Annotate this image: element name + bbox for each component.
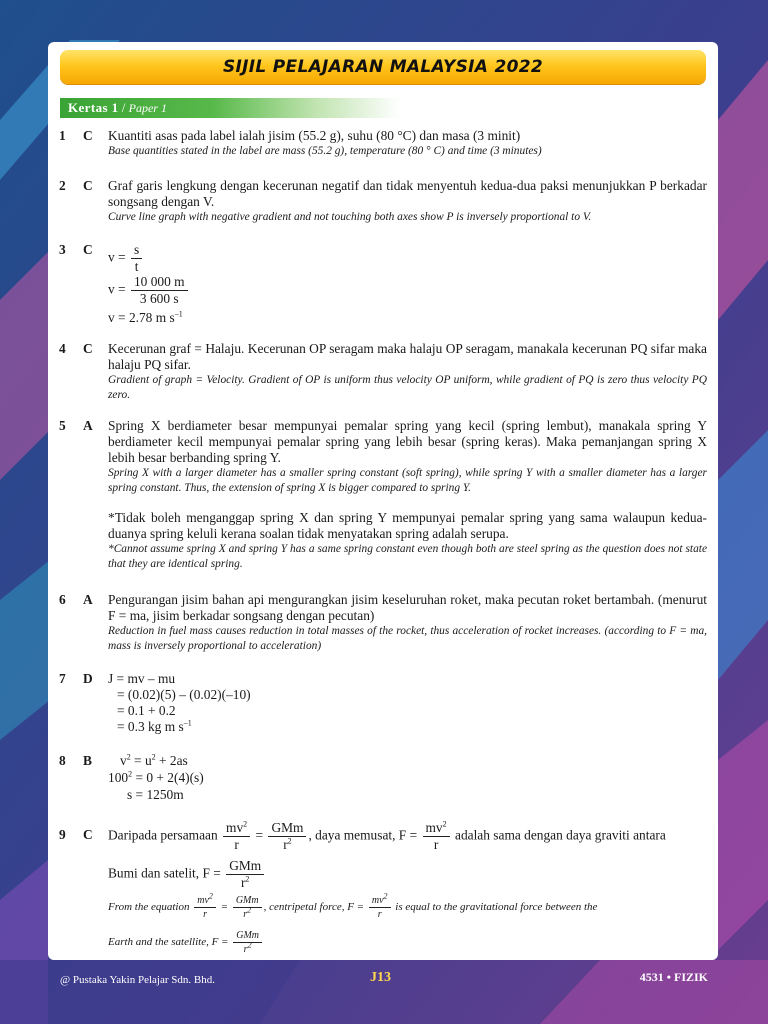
page-footer	[0, 964, 768, 994]
fraction: $\frac{10 000 m}{3 600 s}$	[131, 274, 188, 307]
answer-letter: A	[83, 418, 93, 433]
equation-line: = 0.3 kg m $s^{-1}$	[117, 718, 192, 734]
explanation-ms: Kecerunan graf = Halaju. Kecerunan OP seragam maka halaju OP seragam, manakala kecerunan PQ sifar maka halaju PQ sifar.	[108, 341, 707, 372]
question-2	[59, 178, 707, 225]
explanation-en: Reduction in fuel mass causes reduction in total masses of the rocket, thus acceleration of rocket increases. (according to F = ma, mass is inversely proportional to acceleration)	[108, 625, 707, 652]
question-number: 5	[59, 418, 66, 433]
question-number: 7	[59, 671, 66, 686]
equation-line: $100^2 = 0 + 2(4)(s)$	[108, 769, 204, 785]
question-number: 9	[59, 827, 66, 842]
answer-letter: C	[83, 341, 93, 356]
question-4	[59, 341, 707, 403]
answer-letter: D	[83, 671, 93, 686]
answer-letter: C	[83, 242, 93, 257]
equation-line-en: From the equation $\frac{mv^2}{r}$ = $\frac{\text{GMm}}{r^2}$ , centripetal force, F = $\frac{mv^2}{r}$ is equal to the gravitational force between the	[108, 891, 598, 920]
subject-code: 4531 • FIZIK	[639, 970, 708, 984]
equation-line-en: Earth and the satellite, F = $\frac{\text{GMm}}{r^2}$	[108, 929, 707, 959]
fraction: $\frac{s}{t}$	[131, 242, 142, 275]
answer-sheet	[48, 42, 718, 960]
explanation-ms: Spring X berdiameter besar mempunyai pemalar spring yang kecil (spring lembut), manakala spring Y berdiameter kecil mempunyai pemalar spring yang lebih besar (spring keras). Maka pemanjangan spring X lebih besar berbanding spring Y.	[108, 418, 707, 465]
fraction: $\frac{\text{GMm}}{r^2}$	[268, 820, 306, 853]
question-number: 3	[59, 242, 66, 257]
equation-line: = (0.02)(5) – (0.02)(–10)	[117, 687, 251, 702]
answer-letter: C	[83, 128, 93, 143]
explanation-en: Base quantities stated in the label are mass (55.2 g), temperature (80 ° C) and time (3 minutes)	[108, 145, 542, 157]
fraction: $\frac{mv^2}{r}$	[369, 894, 391, 921]
note-en: *Cannot assume spring X and spring Y has a same spring constant even though both are steel spring as the question does not state that they are identical spring.	[108, 543, 707, 570]
equation-line: Daripada persamaan $\frac{mv^2}{r}$ = $\frac{\text{GMm}}{r^2}$ , daya memusat, F = $\frac{mv^2}{r}$ adalah sama dengan daya graviti antara	[108, 819, 666, 852]
note-ms: *Tidak boleh menganggap spring X dan spring Y mempunyai pemalar spring yang sama walaupun kedua-duanya spring keluli kerana soalan tidak menyatakan spring adalah serupa.	[108, 510, 707, 541]
answer-letter: C	[83, 827, 93, 842]
answer-letter: C	[83, 178, 93, 193]
explanation-ms: Graf garis lengkung dengan kecerunan negatif dan tidak menyentuh kedua-dua paksi menunjukkan P berkadar songsang dengan V.	[108, 178, 707, 209]
explanation-en: Curve line graph with negative gradient and not touching both axes show P is inversely proportional to V.	[108, 211, 592, 223]
fraction: $\frac{\text{GMm}}{r^2}$	[226, 858, 264, 891]
explanation-en: Gradient of graph = Velocity. Gradient of OP is uniform thus velocity OP uniform, while gradient of PQ is zero thus velocity PQ zero.	[108, 374, 707, 401]
question-number: 2	[59, 178, 66, 193]
question-number: 6	[59, 592, 66, 607]
equation-line: v = $\frac{10 000 m}{3 600 s}$	[108, 274, 707, 310]
fraction: $\frac{mv^2}{r}$	[423, 820, 450, 853]
question-3	[59, 242, 707, 326]
explanation-ms: Kuantiti asas pada label ialah jisim (55.2 g), suhu (80 °C) dan masa (3 minit)	[108, 128, 521, 143]
question-1	[59, 128, 707, 159]
question-7	[59, 671, 707, 735]
section-tag	[60, 98, 400, 118]
question-number: 8	[59, 753, 66, 768]
equation-result: v = 2.78 m $s^{-1}$	[108, 309, 183, 325]
equation-line: Bumi dan satelit, F = $\frac{\text{GMm}}{r^2}$	[108, 858, 707, 894]
section-label-en: Paper 1	[128, 101, 167, 115]
page-number: J13	[370, 970, 391, 985]
equation-line: J = mv – mu	[108, 671, 176, 686]
fraction: $\frac{\text{GMm}}{r^2}$	[233, 894, 262, 921]
equation-line: $v^2 = u^2 + 2as$	[120, 752, 188, 768]
equation-line: s = 1250m	[127, 787, 184, 802]
explanation-ms: Pengurangan jisim bahan api mengurangkan jisim keseluruhan roket, maka pecutan roket bertambah. (menurut F = ma, jisim berkadar songsang dengan pecutan)	[108, 592, 707, 623]
page-title: SIJIL PELAJARAN MALAYSIA 2022	[60, 50, 706, 84]
equation-line: v = $\frac{s}{t}$	[108, 242, 707, 274]
question-9	[59, 820, 707, 959]
fraction: $\frac{mv^2}{r}$	[194, 894, 216, 921]
question-number: 1	[59, 128, 66, 143]
fraction: $\frac{\text{GMm}}{r^2}$	[233, 929, 262, 956]
answer-letter: B	[83, 753, 92, 768]
publisher: @ Pustaka Yakin Pelajar Sdn. Bhd.	[60, 974, 215, 986]
question-6	[59, 592, 707, 654]
answer-letter: A	[83, 592, 93, 607]
question-number: 4	[59, 341, 66, 356]
fraction: $\frac{mv^2}{r}$	[223, 820, 250, 853]
question-8	[59, 753, 707, 803]
question-5	[59, 418, 707, 572]
section-sep: /	[118, 100, 129, 115]
explanation-en: Spring X with a larger diameter has a smaller spring constant (soft spring), while spring Y with a smaller diameter has a larger spring constant. Thus, the extension of spring X is bigger compared to spring Y.	[108, 467, 707, 494]
section-label-ms: Kertas 1	[68, 100, 119, 115]
equation-line: = 0.1 + 0.2	[117, 703, 176, 718]
